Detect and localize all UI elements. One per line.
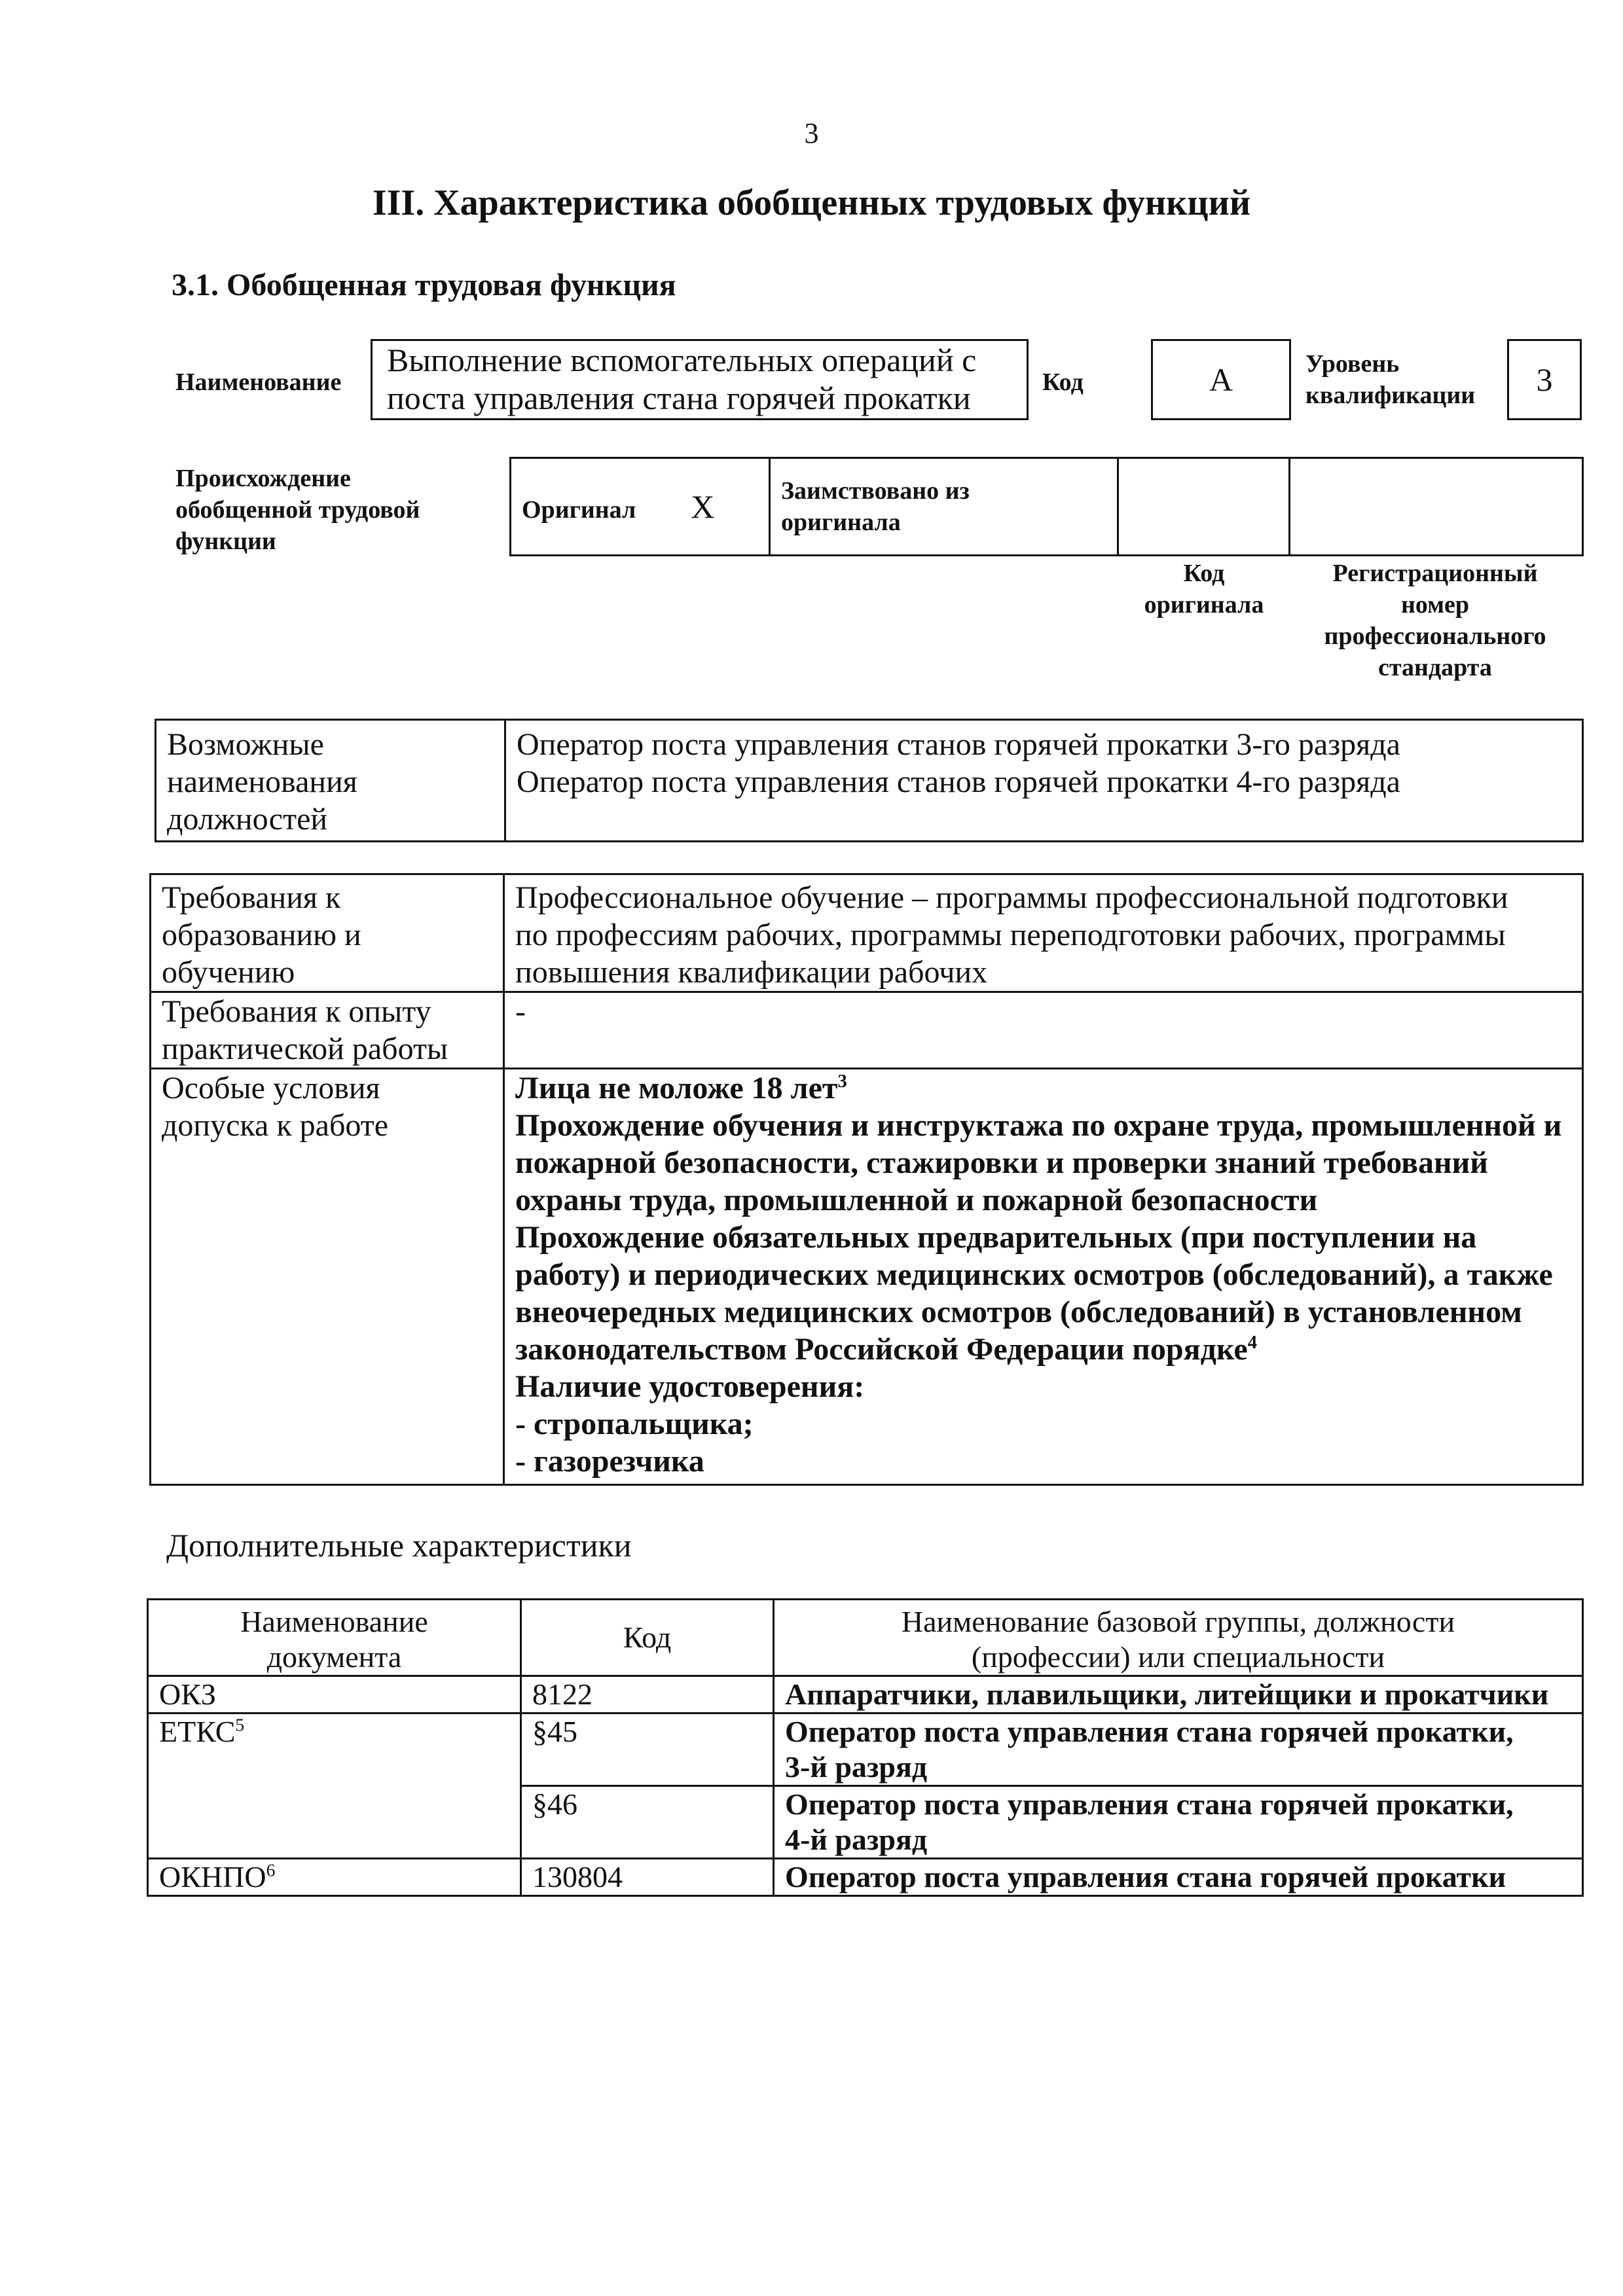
page-number: 3 <box>804 117 819 149</box>
education-value-line: повышения квалификации рабочих <box>515 955 988 990</box>
conditions-line <box>515 1443 1571 1480</box>
registration-caption-line-2: номер <box>1400 591 1470 619</box>
etks-b-name-line-1: Оператор поста управления стана горячей прокатки, <box>785 1787 1514 1821</box>
positions-values-cell <box>505 720 1583 842</box>
position-item: Оператор поста управления станов горячей прокатки 3-го разряда <box>517 727 1400 762</box>
function-code-box: A <box>1151 339 1291 420</box>
conditions-line-text: Лица не моложе 18 лет <box>515 1071 838 1105</box>
okz-doc-cell: ОКЗ <box>148 1676 521 1713</box>
conditions-line-text: Прохождение обязательных предварительных (при поступлении на <box>515 1220 1477 1255</box>
conditions-label-cell <box>151 1069 504 1485</box>
conditions-line <box>515 1368 1571 1405</box>
origin-table <box>509 457 1584 556</box>
conditions-line-text: работу) и периодических медицинских осмотров (обследований), а также <box>515 1257 1553 1292</box>
function-name-box <box>371 339 1029 420</box>
experience-label-line-1: Требования к опыту <box>162 994 431 1029</box>
footnote-marker: 3 <box>837 1071 847 1092</box>
header-group-line-2: (профессии) или специальности <box>971 1640 1385 1674</box>
conditions-line <box>515 1069 1571 1107</box>
education-label-line-2: образованию и <box>162 918 361 952</box>
positions-label-cell <box>156 720 505 842</box>
conditions-line-text: охраны труда, промышленной и пожарной безопасности <box>515 1183 1318 1217</box>
okz-name-cell: Аппаратчики, плавильщики, литейщики и прокатчики <box>774 1676 1583 1713</box>
education-value-cell <box>504 874 1583 992</box>
conditions-label-line-2: допуска к работе <box>162 1108 389 1143</box>
qualification-level-label <box>1305 348 1475 411</box>
etks-a-code-cell: §45 <box>521 1713 774 1786</box>
conditions-line <box>515 1181 1571 1219</box>
oknpo-doc: ОКНПО <box>159 1860 266 1893</box>
origin-label <box>175 463 420 557</box>
conditions-line <box>515 1331 1571 1368</box>
conditions-line <box>515 1107 1571 1144</box>
education-value-line: Профессиональное обучение – программы профессиональной подготовки <box>515 880 1508 915</box>
original-code-caption-line-1: Код <box>1183 560 1225 587</box>
conditions-label-line-1: Особые условия <box>162 1071 380 1105</box>
code-label: Код <box>1042 368 1084 396</box>
registration-caption-line-4: стандарта <box>1378 654 1492 681</box>
original-mark: X <box>691 488 715 525</box>
name-label: Наименование <box>175 368 342 396</box>
positions-label-line-2: наименования <box>167 764 357 799</box>
education-label-cell <box>151 874 504 992</box>
positions-label-line-3: должностей <box>167 802 328 836</box>
table-row <box>148 1859 1583 1896</box>
conditions-line <box>515 1144 1571 1181</box>
conditions-line-text: пожарной безопасности, стажировки и проверки знаний требований <box>515 1145 1488 1180</box>
etks-doc-cell <box>148 1713 521 1859</box>
section-title: III. Характеристика обобщенных трудовых функций <box>372 183 1251 223</box>
qualification-level-box: 3 <box>1507 339 1582 420</box>
header-group-cell <box>774 1600 1583 1676</box>
oknpo-doc-cell <box>148 1859 521 1896</box>
etks-a-name-cell <box>774 1713 1583 1786</box>
conditions-line <box>515 1256 1571 1293</box>
qualification-level-label-line-1: Уровень <box>1305 350 1400 378</box>
header-doc-line-1: Наименование <box>240 1605 428 1638</box>
conditions-line <box>515 1219 1571 1256</box>
conditions-line-text: законодательством Российской Федерации порядке <box>515 1332 1248 1367</box>
origin-label-line-2: обобщенной трудовой <box>175 496 420 524</box>
etks-doc: ЕТКС <box>159 1715 236 1748</box>
education-value-line: по профессиям рабочих, программы переподготовки рабочих, программы <box>515 918 1506 952</box>
etks-b-code-cell: §46 <box>521 1786 774 1859</box>
conditions-value-cell <box>504 1069 1583 1485</box>
oknpo-code-cell: 130804 <box>521 1859 774 1896</box>
function-name-line-2: поста управления стана горячей прокатки <box>387 380 971 416</box>
positions-label-line-1: Возможные <box>167 727 324 762</box>
header-group-line-1: Наименование базовой группы, должности <box>901 1605 1455 1638</box>
borrowed-cell <box>770 458 1118 556</box>
borrowed-line-2: оригинала <box>781 509 901 536</box>
registration-number-cell <box>1290 458 1583 556</box>
original-label: Оригинал <box>522 496 636 524</box>
experience-value-cell: - <box>504 992 1583 1069</box>
header-code-cell: Код <box>521 1600 774 1676</box>
conditions-line <box>515 1293 1571 1331</box>
position-item: Оператор поста управления станов горячей прокатки 4-го разряда <box>517 764 1400 799</box>
original-code-cell <box>1118 458 1290 556</box>
requirements-table <box>149 873 1584 1486</box>
registration-caption-line-3: профессионального <box>1324 622 1546 650</box>
oknpo-name-cell: Оператор поста управления стана горячей прокатки <box>774 1859 1583 1896</box>
oknpo-footnote: 6 <box>266 1859 276 1880</box>
positions-table <box>155 719 1584 842</box>
experience-label-line-2: практической работы <box>162 1031 448 1066</box>
function-name-line-1: Выполнение вспомогательных операций с <box>387 342 977 378</box>
subsection-title: 3.1. Обобщенная трудовая функция <box>172 268 676 302</box>
origin-label-line-3: функции <box>175 528 276 555</box>
header-doc-line-2: документа <box>266 1640 402 1674</box>
extra-title: Дополнительные характеристики <box>166 1527 632 1564</box>
table-row <box>148 1713 1583 1786</box>
registration-caption-line-1: Регистрационный <box>1332 560 1538 587</box>
conditions-line-text: Прохождение обучения и инструктажа по охране труда, промышленной и <box>515 1108 1562 1143</box>
borrowed-line-1: Заимствовано из <box>781 477 970 505</box>
education-label-line-1: Требования к <box>162 880 341 915</box>
okz-code-cell: 8122 <box>521 1676 774 1713</box>
origin-label-line-1: Происхождение <box>175 465 351 492</box>
original-code-caption-line-2: оригинала <box>1144 591 1264 619</box>
qualification-level-label-line-2: квалификации <box>1305 382 1476 409</box>
header-doc-cell <box>148 1600 521 1676</box>
etks-b-name-line-2: 4-й разряд <box>785 1823 928 1856</box>
etks-a-name-line-2: 3-й разряд <box>785 1750 928 1784</box>
registration-number-caption <box>1288 558 1582 683</box>
conditions-line-text: Наличие удостоверения: <box>515 1369 865 1404</box>
etks-b-name-cell <box>774 1786 1583 1859</box>
etks-a-name-line-1: Оператор поста управления стана горячей прокатки, <box>785 1715 1514 1748</box>
conditions-line <box>515 1405 1571 1443</box>
etks-footnote: 5 <box>235 1714 245 1735</box>
extra-table <box>147 1598 1584 1897</box>
conditions-line-text: - стропальщика; <box>515 1407 754 1441</box>
original-cell <box>511 458 770 556</box>
conditions-line-text: внеочередных медицинских осмотров (обследований) в установленном <box>515 1295 1522 1329</box>
original-code-caption <box>1118 558 1290 620</box>
table-row <box>148 1676 1583 1713</box>
experience-label-cell <box>151 992 504 1069</box>
conditions-line-text: - газорезчика <box>515 1444 704 1479</box>
education-label-line-3: обучению <box>162 955 295 990</box>
footnote-marker: 4 <box>1247 1332 1258 1353</box>
